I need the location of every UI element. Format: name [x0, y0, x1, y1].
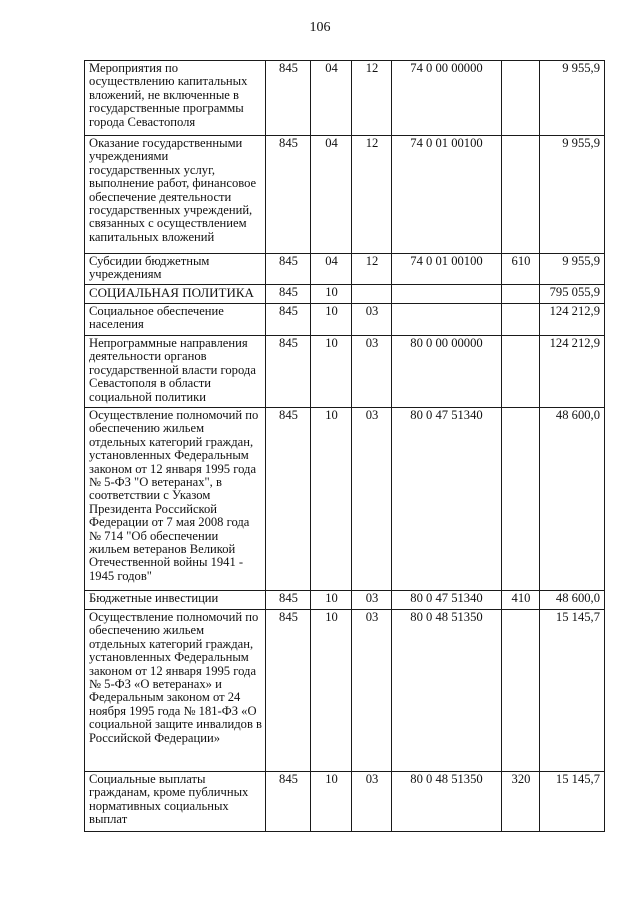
section-code-cell: 10 — [311, 304, 352, 336]
table-row — [85, 408, 605, 591]
table-row — [85, 254, 605, 285]
ministry-code-cell: 845 — [266, 254, 311, 285]
row-name-cell: Мероприятия по осуществлению капитальных вложений, не включенные в государственные программы города Севастополя — [85, 61, 266, 136]
subsection-code-cell: 03 — [352, 408, 392, 591]
expense-type-cell — [502, 136, 540, 254]
ministry-code-cell: 845 — [266, 136, 311, 254]
ministry-code-cell: 845 — [266, 61, 311, 136]
amount-cell: 795 055,9 — [540, 285, 605, 304]
row-name-cell: Социальное обеспечение населения — [85, 304, 266, 336]
amount-cell: 15 145,7 — [540, 772, 605, 832]
amount-cell: 9 955,9 — [540, 61, 605, 136]
table-row — [85, 285, 605, 304]
section-code-cell: 04 — [311, 254, 352, 285]
expense-type-cell — [502, 61, 540, 136]
section-code-cell: 04 — [311, 136, 352, 254]
subsection-code-cell: 03 — [352, 610, 392, 772]
subsection-code-cell: 03 — [352, 591, 392, 610]
page-number: 106 — [309, 20, 331, 35]
section-code-cell: 10 — [311, 336, 352, 408]
target-code-cell — [392, 285, 502, 304]
ministry-code-cell: 845 — [266, 591, 311, 610]
amount-cell: 48 600,0 — [540, 408, 605, 591]
expense-type-cell: 410 — [502, 591, 540, 610]
row-name-cell: СОЦИАЛЬНАЯ ПОЛИТИКА — [85, 285, 266, 304]
table-row — [85, 591, 605, 610]
section-code-cell: 10 — [311, 285, 352, 304]
budget-table — [84, 60, 605, 832]
expense-type-cell: 320 — [502, 772, 540, 832]
ministry-code-cell: 845 — [266, 336, 311, 408]
target-code-cell: 80 0 47 51340 — [392, 408, 502, 591]
subsection-code-cell — [352, 285, 392, 304]
subsection-code-cell: 12 — [352, 136, 392, 254]
target-code-cell: 74 0 01 00100 — [392, 254, 502, 285]
amount-cell: 9 955,9 — [540, 136, 605, 254]
row-name-cell: Осуществление полномочий по обеспечению жильем отдельных категорий граждан, установленных Федеральным законом от 12 января 1995 года № 5-ФЗ «О ветеранах» и Федеральным законом от 24 ноября 1995 года № 181-ФЗ «О социальной защите инвалидов в Российской Федерации» — [85, 610, 266, 772]
row-name-cell: Оказание государственными учреждениями государственных услуг, выполнение работ, финансовое обеспечение деятельности государственных учреждений, связанных с осуществлением капитальных вложений — [85, 136, 266, 254]
subsection-code-cell: 03 — [352, 772, 392, 832]
target-code-cell: 80 0 48 51350 — [392, 610, 502, 772]
section-code-cell: 10 — [311, 408, 352, 591]
table-row — [85, 610, 605, 772]
section-code-cell: 10 — [311, 610, 352, 772]
section-code-cell: 04 — [311, 61, 352, 136]
row-name-cell: Субсидии бюджетным учреждениям — [85, 254, 266, 285]
expense-type-cell — [502, 304, 540, 336]
subsection-code-cell: 12 — [352, 254, 392, 285]
subsection-code-cell: 12 — [352, 61, 392, 136]
ministry-code-cell: 845 — [266, 408, 311, 591]
table-row — [85, 772, 605, 832]
expense-type-cell — [502, 336, 540, 408]
ministry-code-cell: 845 — [266, 285, 311, 304]
ministry-code-cell: 845 — [266, 610, 311, 772]
table-row — [85, 304, 605, 336]
ministry-code-cell: 845 — [266, 772, 311, 832]
expense-type-cell — [502, 285, 540, 304]
row-name-cell: Бюджетные инвестиции — [85, 591, 266, 610]
expense-type-cell: 610 — [502, 254, 540, 285]
ministry-code-cell: 845 — [266, 304, 311, 336]
table-row — [85, 136, 605, 254]
row-name-cell: Осуществление полномочий по обеспечению жильем отдельных категорий граждан, установленных Федеральным законом от 12 января 1995 года № 5-ФЗ "О ветеранах", в соответствии с Указом Президента Российской Федерации от 7 мая 2008 года № 714 "Об обеспечении жильем ветеранов Великой Отечественной войны 1941 - 1945 годов" — [85, 408, 266, 591]
amount-cell: 124 212,9 — [540, 336, 605, 408]
row-name-cell: Непрограммные направления деятельности органов государственной власти города Севастополя в области социальной политики — [85, 336, 266, 408]
table-row — [85, 61, 605, 136]
subsection-code-cell: 03 — [352, 304, 392, 336]
target-code-cell: 74 0 01 00100 — [392, 136, 502, 254]
row-name-cell: Социальные выплаты гражданам, кроме публичных нормативных социальных выплат — [85, 772, 266, 832]
target-code-cell: 80 0 48 51350 — [392, 772, 502, 832]
target-code-cell: 80 0 00 00000 — [392, 336, 502, 408]
section-code-cell: 10 — [311, 591, 352, 610]
expense-type-cell — [502, 610, 540, 772]
section-code-cell: 10 — [311, 772, 352, 832]
amount-cell: 15 145,7 — [540, 610, 605, 772]
expense-type-cell — [502, 408, 540, 591]
amount-cell: 48 600,0 — [540, 591, 605, 610]
amount-cell: 124 212,9 — [540, 304, 605, 336]
target-code-cell: 80 0 47 51340 — [392, 591, 502, 610]
amount-cell: 9 955,9 — [540, 254, 605, 285]
subsection-code-cell: 03 — [352, 336, 392, 408]
target-code-cell — [392, 304, 502, 336]
table-row — [85, 336, 605, 408]
target-code-cell: 74 0 00 00000 — [392, 61, 502, 136]
